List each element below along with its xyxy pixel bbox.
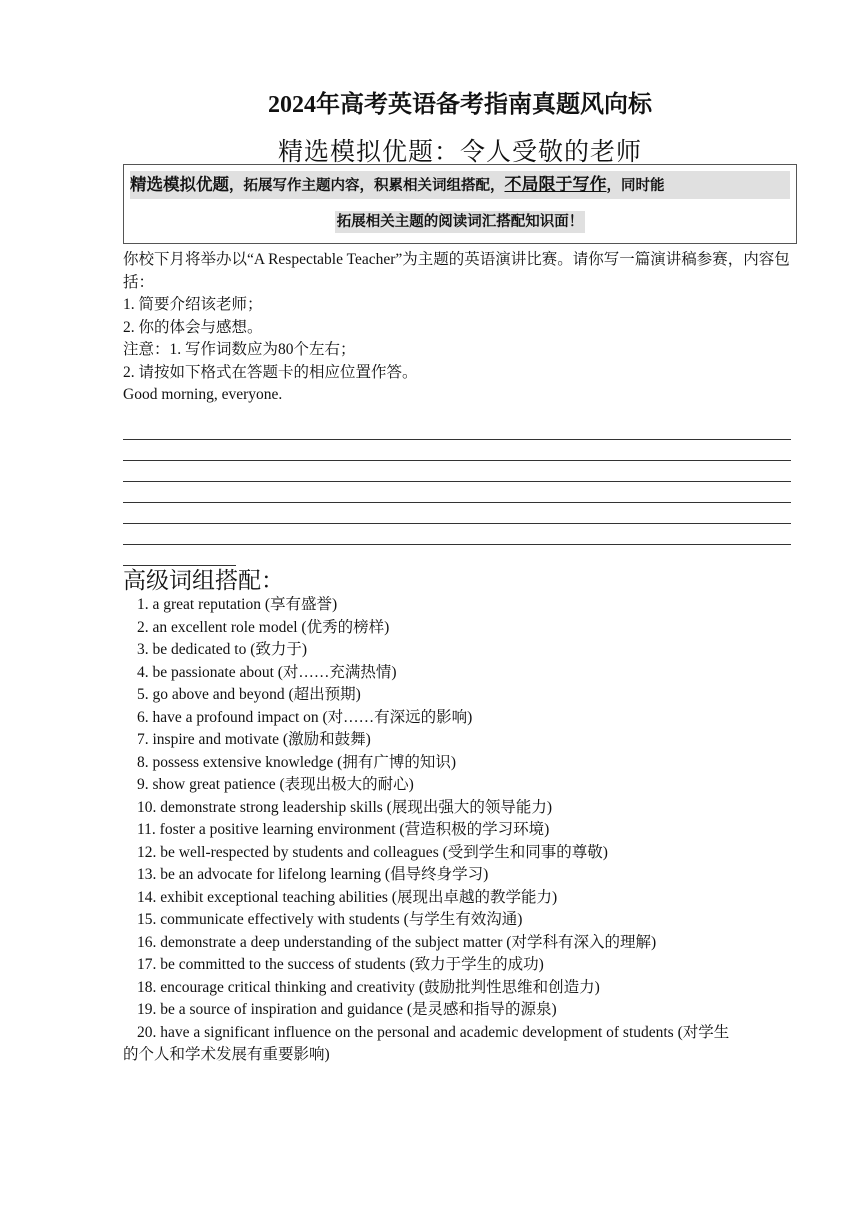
notice-part-2: ，拓展写作主题内容，积累相关词组搭配， xyxy=(229,178,505,194)
vocab-item: 6. have a profound impact on (对……有深远的影响) xyxy=(137,708,473,726)
vocab-item: 9. show great patience (表现出极大的耐心) xyxy=(137,776,414,793)
answer-line xyxy=(123,461,791,482)
vocab-item: 16. demonstrate a deep understanding of the subject matter (对学科有深入的理解) xyxy=(137,933,657,951)
page-subtitle: 精选模拟优题：令人受敬的老师 xyxy=(277,137,642,166)
task-point-1: 1. 简要介绍该老师； xyxy=(123,296,263,313)
notice-part-4: ，同时能 xyxy=(606,178,665,194)
vocab-item: 8. possess extensive knowledge (拥有广博的知识) xyxy=(137,753,456,771)
vocab-item: 11. foster a positive learning environment (营造积极的学习环境) xyxy=(137,821,550,838)
notice-line-2 xyxy=(124,210,796,231)
vocab-heading: 高级词组搭配： xyxy=(123,568,284,594)
answer-line xyxy=(123,503,791,524)
vocab-item: 19. be a source of inspiration and guidance (是灵感和指导的源泉) xyxy=(137,1001,557,1018)
vocab-item-continuation: 的个人和学术发展有重要影响) xyxy=(123,1046,330,1063)
notice-box xyxy=(123,164,797,244)
task-greeting: Good morning, everyone. xyxy=(123,386,283,403)
page-title: 2024年高考英语备考指南真题风向标 xyxy=(268,92,652,118)
task-intro: 你校下月将举办以“A Respectable Teacher”为主题的英语演讲比赛。请你写一篇演讲稿参赛，内容包括： xyxy=(123,251,790,291)
task-point-2: 2. 你的体会与感想。 xyxy=(123,318,263,336)
vocab-item: 7. inspire and motivate (激励和鼓舞) xyxy=(137,731,371,748)
task-note-1: 注意：1. 写作词数应为80个左右； xyxy=(123,341,356,358)
answer-line xyxy=(123,524,791,545)
vocab-item: 5. go above and beyond (超出预期) xyxy=(137,686,361,703)
notice-line-1 xyxy=(130,171,790,199)
vocab-item: 15. communicate effectively with students (与学生有效沟通) xyxy=(137,911,523,928)
notice-part-3: 不局限于写作 xyxy=(504,175,607,195)
answer-line xyxy=(123,440,791,461)
vocab-item: 1. a great reputation (享有盛誉) xyxy=(137,596,338,613)
answer-line xyxy=(123,419,791,440)
vocab-item: 14. exhibit exceptional teaching abilities (展现出卓越的教学能力) xyxy=(137,888,558,906)
vocab-list xyxy=(123,594,805,1067)
task-note-2: 2. 请按如下格式在答题卡的相应位置作答。 xyxy=(123,363,418,381)
notice-part-1: 精选模拟优题 xyxy=(130,175,229,194)
vocab-item: 18. encourage critical thinking and creativity (鼓励批判性思维和创造力) xyxy=(137,978,600,996)
task-prompt xyxy=(123,249,803,407)
vocab-item: 4. be passionate about (对……充满热情) xyxy=(137,663,397,681)
vocab-item: 10. demonstrate strong leadership skills (展现出强大的领导能力) xyxy=(137,798,553,816)
notice-line-2-text: 拓展相关主题的阅读词汇搭配知识面！ xyxy=(335,211,586,233)
vocab-item: 12. be well-respected by students and colleagues (受到学生和同事的尊敬) xyxy=(137,843,608,861)
vocab-item: 20. have a significant influence on the personal and academic development of students (对学生 xyxy=(137,1023,730,1041)
vocab-item: 2. an excellent role model (优秀的榜样) xyxy=(137,618,390,636)
vocab-item: 17. be committed to the success of students (致力于学生的成功) xyxy=(137,956,544,973)
vocab-item: 13. be an advocate for lifelong learning (倡导终身学习) xyxy=(137,866,489,883)
vocab-item: 3. be dedicated to (致力于) xyxy=(137,641,308,658)
answer-lines xyxy=(123,419,791,566)
answer-line xyxy=(123,482,791,503)
